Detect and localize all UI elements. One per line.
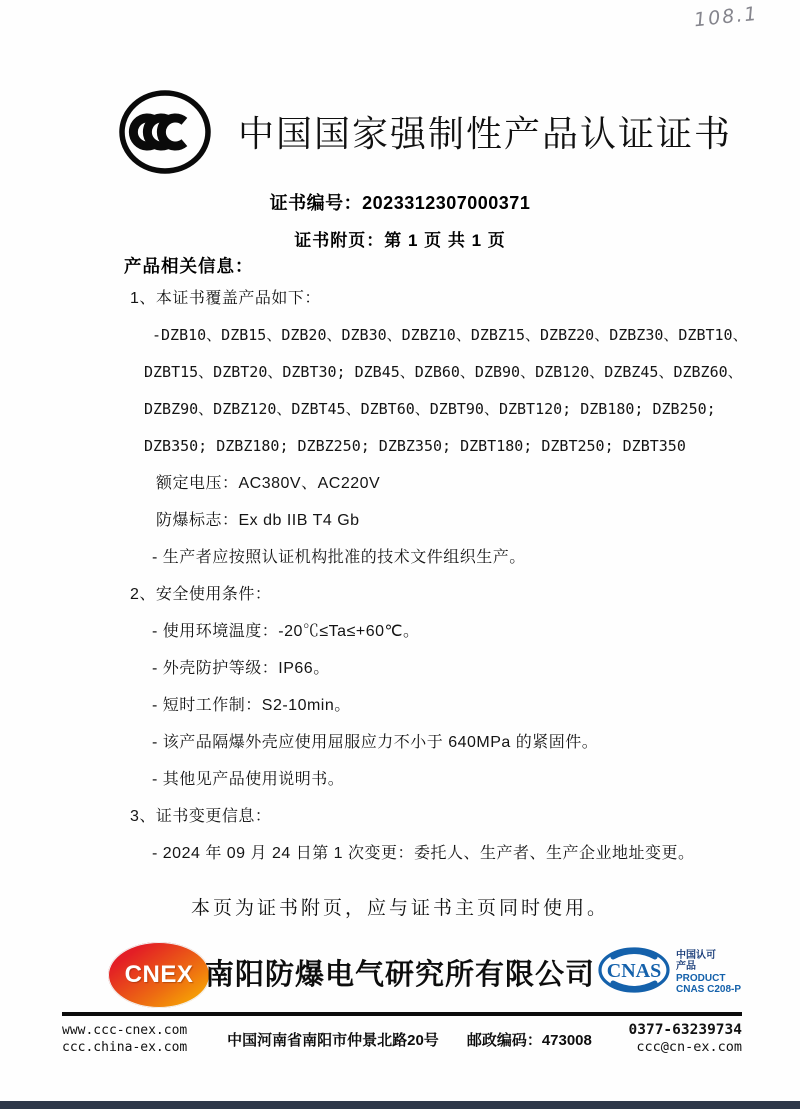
scan-edge-bar bbox=[0, 1101, 800, 1109]
postal-address: 中国河南省南阳市仲景北路20号 bbox=[227, 1031, 439, 1049]
body-line: DZBZ90、DZBZ120、DZBT45、DZBT60、DZBT90、DZBT120; DZB180; DZB250; bbox=[144, 400, 716, 418]
footer-divider bbox=[62, 1012, 742, 1016]
body-line: 3、证书变更信息： bbox=[130, 808, 272, 825]
website-secondary: ccc.china-ex.com bbox=[62, 1040, 188, 1055]
body-line: 防爆标志：Ex db IIB T4 Gb bbox=[156, 512, 360, 529]
body-line: 额定电压：AC380V、AC220V bbox=[156, 475, 381, 492]
attachment-page-line bbox=[0, 226, 800, 251]
cnas-caption bbox=[676, 950, 741, 996]
phone-email-block bbox=[592, 1022, 742, 1056]
certificate-body bbox=[124, 280, 754, 872]
body-line: - 其他见产品使用说明书。 bbox=[152, 771, 345, 788]
body-line: - 短时工作制：S2-10min。 bbox=[152, 697, 351, 714]
contact-info bbox=[62, 1022, 742, 1056]
phone-number: 0377-63239734 bbox=[628, 1022, 742, 1038]
body-line: - 使用环境温度：-20℃≤Ta≤+60℃。 bbox=[152, 623, 420, 640]
cnas-mark bbox=[597, 940, 741, 1005]
body-line: DZBT15、DZBT20、DZBT30; DZB45、DZB60、DZB90、DZB120、DZBZ45、DZBZ60、 bbox=[144, 363, 743, 381]
attachment-page-value: 第 1 页 共 1 页 bbox=[384, 231, 506, 250]
svg-text:CNAS: CNAS bbox=[606, 960, 662, 982]
product-info-heading: 产品相关信息： bbox=[124, 256, 254, 276]
cnas-caption-line: 中国认可 bbox=[676, 949, 716, 961]
email-address: ccc@cn-ex.com bbox=[636, 1039, 742, 1055]
cnas-caption-line: PRODUCT bbox=[676, 972, 726, 984]
body-line: -DZB10、DZB15、DZB20、DZB30、DZBZ10、DZBZ15、DZBZ20、DZBZ30、DZBT10、 bbox=[152, 326, 748, 344]
handwritten-annotation: 108.1 bbox=[692, 2, 759, 32]
certificate-number-value: 2023312307000371 bbox=[362, 193, 531, 213]
body-line: - 外壳防护等级：IP66。 bbox=[152, 660, 330, 677]
cnex-logo-text: CNEX bbox=[124, 961, 194, 988]
body-line: - 该产品隔爆外壳应使用屈服应力不小于 640MPa 的紧固件。 bbox=[152, 734, 599, 751]
body-line: - 生产者应按照认证机构批准的技术文件组织生产。 bbox=[152, 549, 526, 566]
postal-code: 邮政编码：473008 bbox=[466, 1031, 592, 1049]
attachment-page-label: 证书附页： bbox=[294, 231, 385, 250]
website-primary: www.ccc-cnex.com bbox=[62, 1023, 188, 1038]
certificate-number-label: 证书编号： bbox=[269, 193, 363, 213]
body-line: DZB350; DZBZ180; DZBZ250; DZBZ350; DZBT180; DZBT250; DZBT350 bbox=[144, 437, 686, 455]
organization-name: 南阳防爆电气研究所有限公司 bbox=[204, 959, 595, 991]
body-line: - 2024 年 09 月 24 日第 1 次变更：委托人、生产者、生产企业地址变更。 bbox=[152, 845, 695, 862]
address-block bbox=[227, 1029, 592, 1050]
attachment-usage-note: 本页为证书附页，应与证书主页同时使用。 bbox=[190, 898, 609, 919]
ccc-logo-icon bbox=[116, 86, 214, 183]
body-line: 2、安全使用条件： bbox=[130, 586, 272, 603]
body-line: 1、本证书覆盖产品如下： bbox=[130, 290, 321, 307]
cnas-caption-line: CNAS C208-P bbox=[676, 984, 742, 995]
cnas-logo-icon bbox=[597, 940, 671, 1005]
certificate-number-line bbox=[0, 189, 800, 215]
websites bbox=[62, 1022, 227, 1056]
cnas-caption-line: 产品 bbox=[676, 961, 696, 972]
document-title: 中国国家强制性产品认证证书 bbox=[238, 114, 733, 154]
